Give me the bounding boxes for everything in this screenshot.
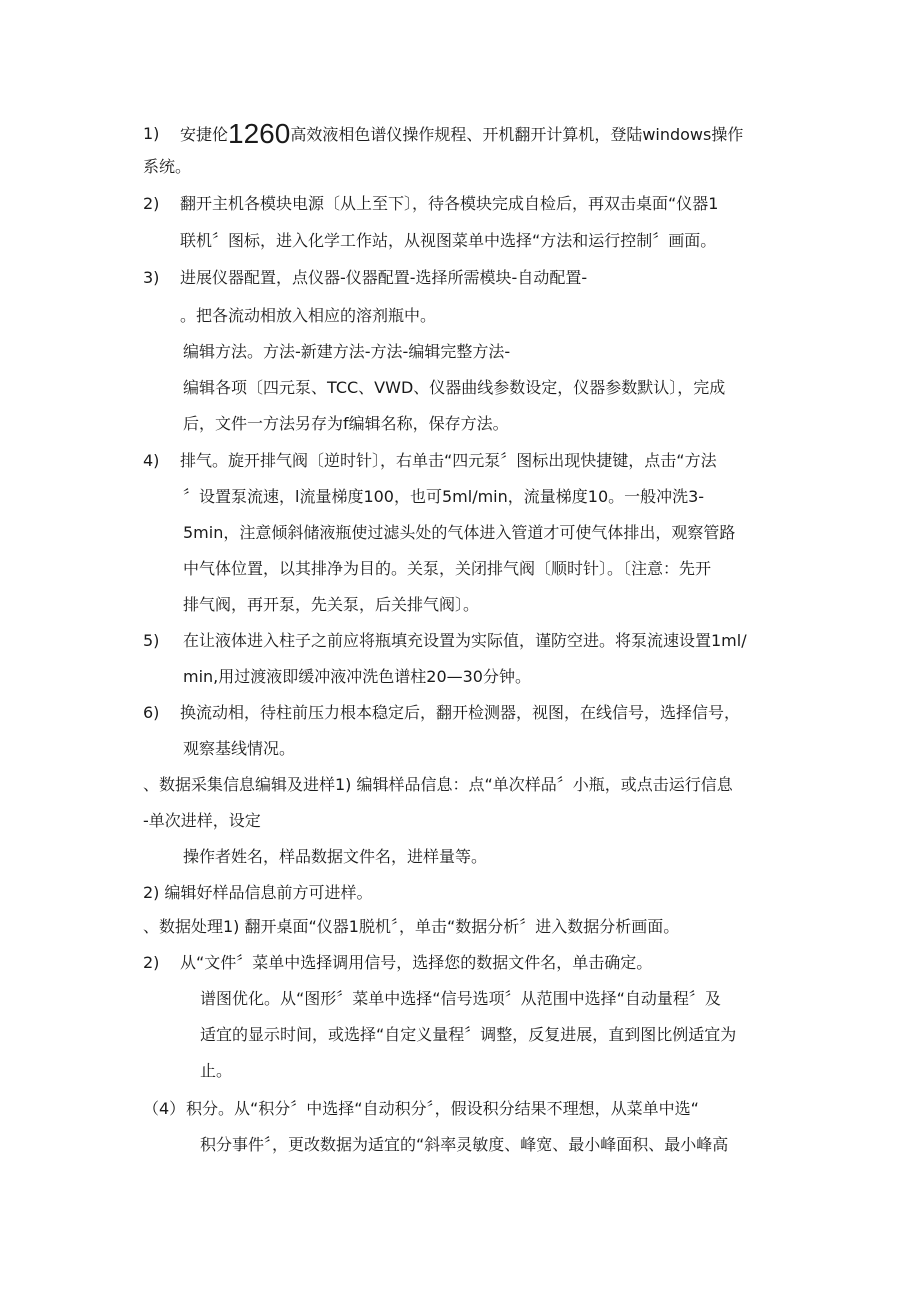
paragraph-line: 进展仪器配置，点仪器-仪器配置-选择所需模块-自动配置- (180, 268, 588, 287)
paragraph-line: 中气体位置，以其排净为目的。关泵，关闭排气阀〔顺时针〕。〔注意：先开 (183, 559, 712, 578)
paragraph-line: 从“文件〞菜单中选择调用信号，选择您的数据文件名，单击确定。 (180, 953, 653, 972)
paragraph-line: 止。 (200, 1061, 233, 1080)
paragraph-line: 操作者姓名，样品数据文件名，进样量等。 (183, 847, 488, 866)
text-span: 安捷伦 (180, 125, 229, 144)
paragraph-line: 翻开主机各模块电源〔从上至下〕，待各模块完成自检后，再双击桌面“仪器1 (180, 194, 719, 213)
paragraph-line: 2) 编辑好样品信息前方可进样。 (143, 883, 373, 902)
section-heading: 、数据采集信息编辑及进样1) 编辑样品信息：点“单次样品〞小瓶，或点击运行信息 (143, 775, 733, 794)
paragraph-line: 排气阀，再开泵，先关泵，后关排气阀〕。 (183, 595, 480, 614)
item-number: 6) (143, 703, 160, 722)
item-number: 2) (143, 194, 160, 213)
paragraph-line: 适宜的显示时间，或选择“自定义量程〞调整，反复进展，直到图比例适宜为 (200, 1025, 737, 1044)
section-heading: 、数据处理1) 翻开桌面“仪器1脱机〞，单击“数据分析〞进入数据分析画面。 (143, 917, 680, 936)
paragraph-line: 换流动相，待柱前压力根本稳定后，翻开检测器，视图，在线信号，选择信号， (180, 703, 741, 722)
text-span: 高效液相色谱仪操作规程、开机翻开计算机，登陆windows操作 (290, 125, 744, 144)
paragraph-line: 排气。旋开排气阀〔逆时针〕，右单击“四元泵〞图标出现快捷键，点击“方法 (180, 451, 717, 470)
paragraph-line: 编辑方法。方法-新建方法-方法-编辑完整方法- (183, 342, 511, 361)
item-number: 1) (143, 124, 160, 143)
paragraph-line: 系统。 (143, 157, 192, 176)
paragraph-line: 观察基线情况。 (183, 739, 296, 758)
paragraph-line: -单次进样，设定 (143, 811, 261, 830)
item-number: 5) (143, 631, 160, 650)
paragraph-line: 编辑各项〔四元泵、TCC、VWD、仪器曲线参数设定，仪器参数默认〕，完成 (183, 378, 726, 397)
item-number: 2) (143, 953, 160, 972)
item-number: 3) (143, 268, 160, 287)
paragraph-line: 。把各流动相放入相应的溶剂瓶中。 (180, 306, 437, 325)
item-number: 4) (143, 451, 160, 470)
model-number: 1260 (228, 118, 291, 149)
paragraph-line: 5min，注意倾斜储液瓶使过滤头处的气体进入管道才可使气体排出，观察管路 (183, 523, 736, 542)
paragraph-line: min,用过渡液即缓冲液冲洗色谱柱20—30分钟。 (183, 667, 531, 686)
paragraph-line: 联机〞图标，进入化学工作站，从视图菜单中选择“方法和运行控制〞画面。 (180, 231, 717, 250)
paragraph-line: 后，文件一方法另存为f编辑名称，保存方法。 (183, 414, 509, 433)
paragraph-line (180, 120, 743, 148)
paragraph-line: 谱图优化。从“图形〞菜单中选择“信号选项〞从范围中选择“自动量程〞及 (200, 989, 721, 1008)
paragraph-line: 积分事件〞，更改数据为适宜的“斜率灵敏度、峰宽、最小峰面积、最小峰高 (200, 1135, 729, 1154)
item-number: （4） (143, 1099, 186, 1118)
paragraph-line: 在让液体进入柱子之前应将瓶填充设置为实际值，谨防空进。将泵流速设置1ml/ (183, 631, 747, 650)
paragraph-line: 〞设置泵流速，l流量梯度100，也可5ml/min，流量梯度10。一般冲洗3- (183, 487, 705, 506)
paragraph-line: 积分。从“积分〞中选择“自动积分〞，假设积分结果不理想，从菜单中选“ (186, 1099, 699, 1118)
